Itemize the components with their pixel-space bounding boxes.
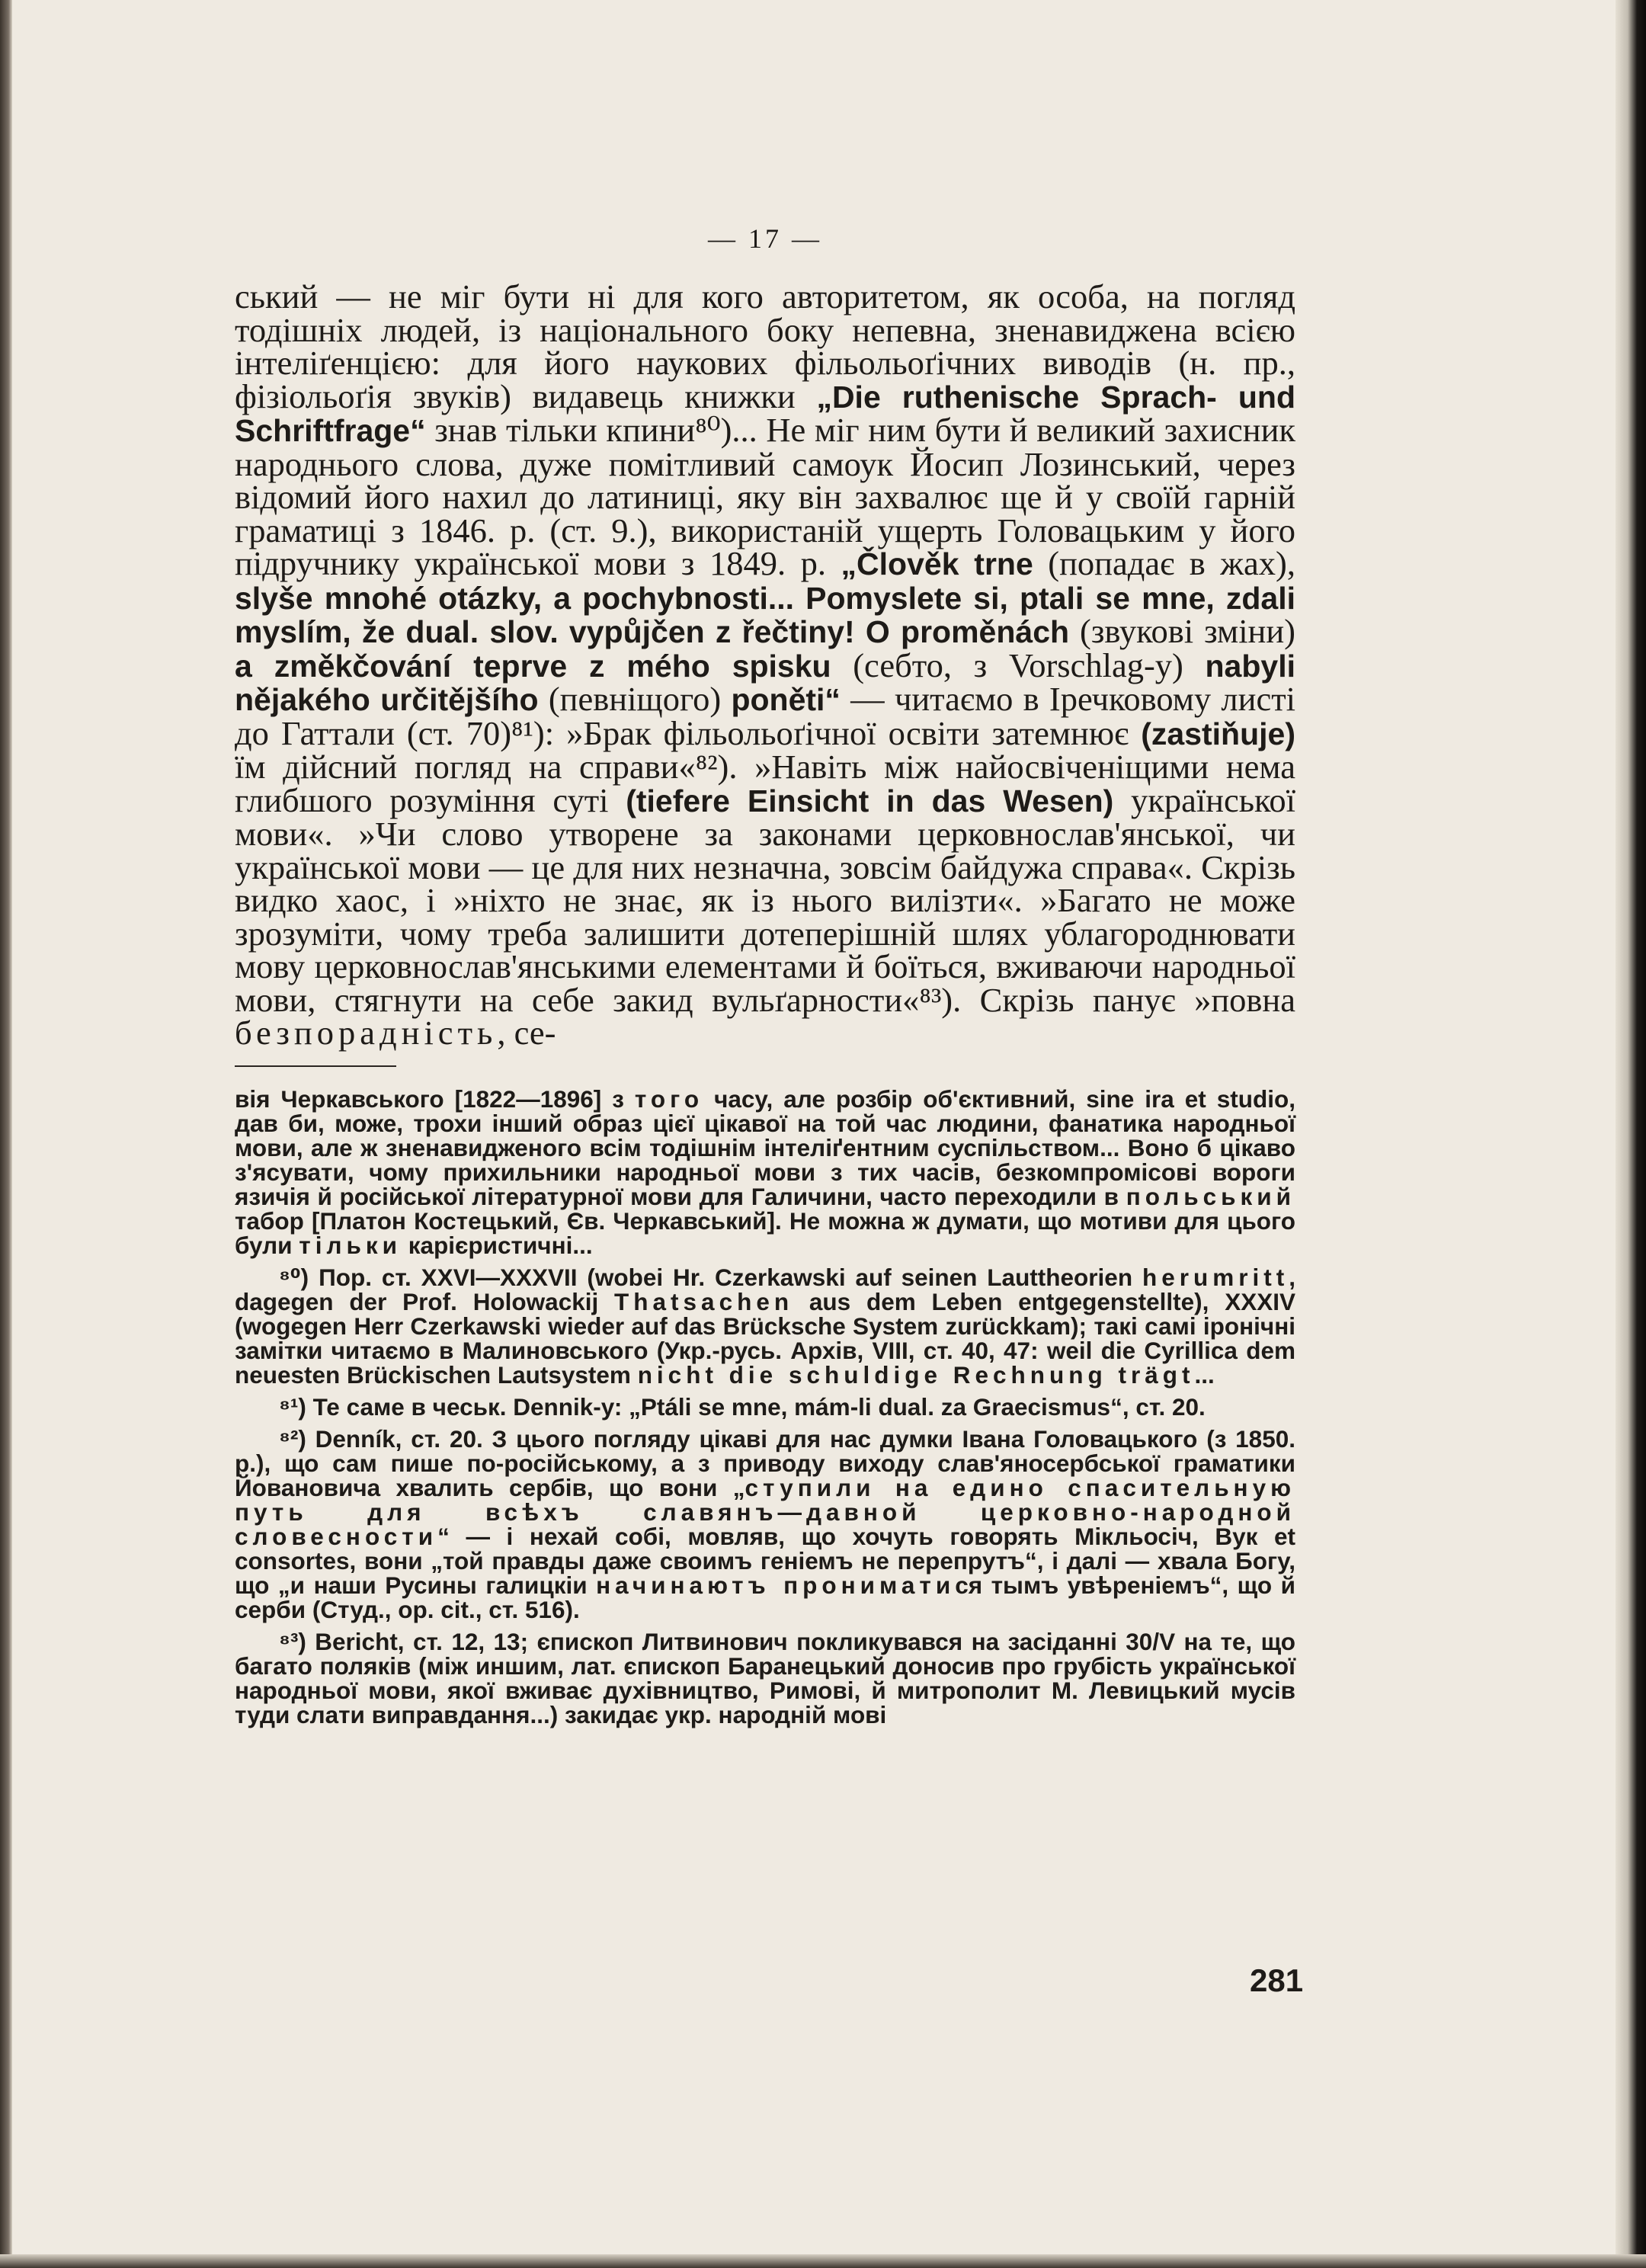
footnote-text: ⁸⁰) Пор. ст. XXVI—XXXVII (wobei Hr. Czerkawski auf seinen Lauttheorien [279,1263,1142,1291]
body-text-segment: знав тільки кпини⁸⁰)... Не міг ним бути й великий захисник народнього слова, дуже помітливий самоук Йосип Лозинський, через відомий його нахил до латиниці, яку він захвалює ще й у своїй гарній граматиці з 1846. р. (ст. 9.), використаній ущерть Головацьким у його підручнику української мови з 1849. р. [235,411,1295,582]
spaced-emphasis: herumritt [1142,1263,1289,1291]
footnote-text: ... [1194,1360,1215,1389]
body-text-segment: (певніщого) [538,680,732,718]
foreign-quote: (zastiňuje) [1141,716,1295,751]
footnote-rule [235,1065,396,1067]
body-text-segment: їм дійсний погляд на справи«⁸²). »Навіть між найосвіченіщими нема глибшого розуміння суті [235,748,1295,819]
spaced-emphasis: польський [1126,1182,1295,1210]
footnote-text: , dagegen der Prof. Holowackij [235,1263,1295,1315]
footnote-81: ⁸¹) Те саме в чеськ. Dennik-у: „Ptáli se mne, mám-li dual. za Graecismus“, ст. 20. [279,1392,1206,1421]
page-left-edge-shadow [0,0,12,2268]
foreign-quote: „Člověk trne [841,546,1033,581]
body-text-segment: (попадає в жах), [1033,544,1295,582]
body-text-segment: — читаємо в Іречковому листі до Гаттали (ст. 70)⁸¹): »Брак фільольоґічної освіти затемнює [235,680,1296,752]
footnote-text: aus dem Leben entgegenstellte), XXXIV (wogegen Herr Czerkawski wieder auf das Brücksche System zurückkam); такі самі іронічні замітки читаємо в Малиновського (Укр.-русь. Архів, VIII, ст. 40, 47: weil die Cyrillica dem neuesten Brückischen Lautsystem [235,1287,1295,1389]
footnote-text: вія Черкавського [1822—1896] з [235,1084,635,1113]
main-text [235,277,1296,1052]
spaced-emphasis: Thatsachen [614,1287,794,1315]
page-number: 281 [1250,1962,1304,1998]
footnote-80 [235,1265,1295,1387]
spaced-emphasis: ступили на едино спасительную путь для всѣхъ славянъ—давной церковно-народной словесности [235,1473,1295,1550]
footnote-text: табор [Платон Костецький, Єв. Черкавський]. Не можна ж думати, що мотиви для цього були [235,1206,1295,1259]
body-text-segment: української мови«. »Чи слово утворене за законами церковнослав'янської, чи української мови — це для них незначна, зовсім байдужа справа«. Скрізь видко хаос, і »ніхто не знає, як із нього вилізти«. »Багато не може зрозуміти, чому треба залишити дотеперішній шлях ублагороднювати мову церковнослав'янськими елементами й боїться, вживаючи народньої мови, стягнути на себе закид вульґарности«⁸³). Скрізь панує »повна [235,780,1296,1019]
footnote-continuation [235,1084,1295,1259]
running-head: — 17 — [708,223,822,254]
page-right-edge-shadow [1616,0,1646,2268]
page-bottom-edge-shadow [0,2254,1646,2268]
footnote-text: “ — і нехай собі, мовляв, що хочуть говорять Мікльосіч, Вук et consortes, вони „той правды даже своимъ геніемъ не перепрутъ“, і далі — хвала Богу, що „и наши Русины галицкіи [235,1522,1295,1599]
spaced-emphasis: начинаютъ пронимати [596,1571,956,1599]
foreign-quote: nabyli nějakého určitějšího [235,648,1295,717]
footnote-83: ⁸³) Bericht, ст. 12, 13; єпископ Литвинович покликувався на засіданні 30/V на те, що багато поляків (між иншим, лат. єпископ Баранецький доносив про грубість української народньої мови, якої вживає духівництво, Римові, й митрополит М. Левицький мусів туди слати виправдання...) закидає укр. народній мові [235,1627,1295,1728]
body-text-segment: ський — не міг бути ні для кого авторитетом, як особа, на погляд тодішніх людей, із національного боку непевна, зненавиджена всією інтеліґенцією: для його наукових фільольоґічних виводів (н. пр., фізіольоґія звуків) видавець книжки [235,277,1295,415]
foreign-quote: slyše mnohé otázky, a pochybnosti... Pomyslete si, ptali se mne, zdali myslím, že dual. slov. vypůjčen z řečtiny! O proměnách [235,580,1295,649]
footnote-text: карієристичні... [401,1231,593,1259]
body-text-segment: (звукові зміни) [1069,612,1295,650]
footnote-text: ся тымъ увѣреніемъ“, що й серби (Студ., op. cit., ст. 516). [235,1571,1295,1623]
spaced-emphasis: безпорадність [235,1014,498,1052]
footnote-text: часу, але розбір об'єктивний, sine ira et studio, дав би, може, трохи інший образ цієї цікавої на той час людини, фанатика народньої мови, але ж зненавидженого всім тодішнім інтеліґентним суспільством... Воно б цікаво з'ясувати, чому прихильники народньої мови з тих часів, безкомпромісові вороги язичія й російської літературної мови для Галичини, часто переходили в [235,1084,1295,1210]
body-text-segment: (себто, з Vorschlag-у) [831,645,1206,684]
footnote-text: ⁸²) Denník, ст. 20. З цього погляду цікаві для нас думки Івана Головацького (з 1850. р.), що сам пише по-російському, а з приводу виходу слав'яносербської граматики Йовановича хвалить сербів, що вони „ [235,1424,1295,1501]
spaced-emphasis: тільки [299,1231,402,1259]
page-content [235,223,1295,1735]
body-text-segment: , се- [497,1014,556,1052]
spaced-emphasis: того [634,1084,704,1113]
footnotes [235,1084,1295,1728]
foreign-quote: poněti“ [731,682,841,717]
foreign-quote: (tiefere Einsicht in das Wesen) [626,783,1114,818]
footnote-82 [235,1424,1295,1623]
foreign-quote: a změkčování teprve z mého spisku [235,648,831,684]
foreign-book-title: „Die ruthenische Sprach- und Schriftfrage“ [235,379,1295,448]
spaced-emphasis: nicht die schuldige Rechnung trägt [637,1360,1195,1389]
